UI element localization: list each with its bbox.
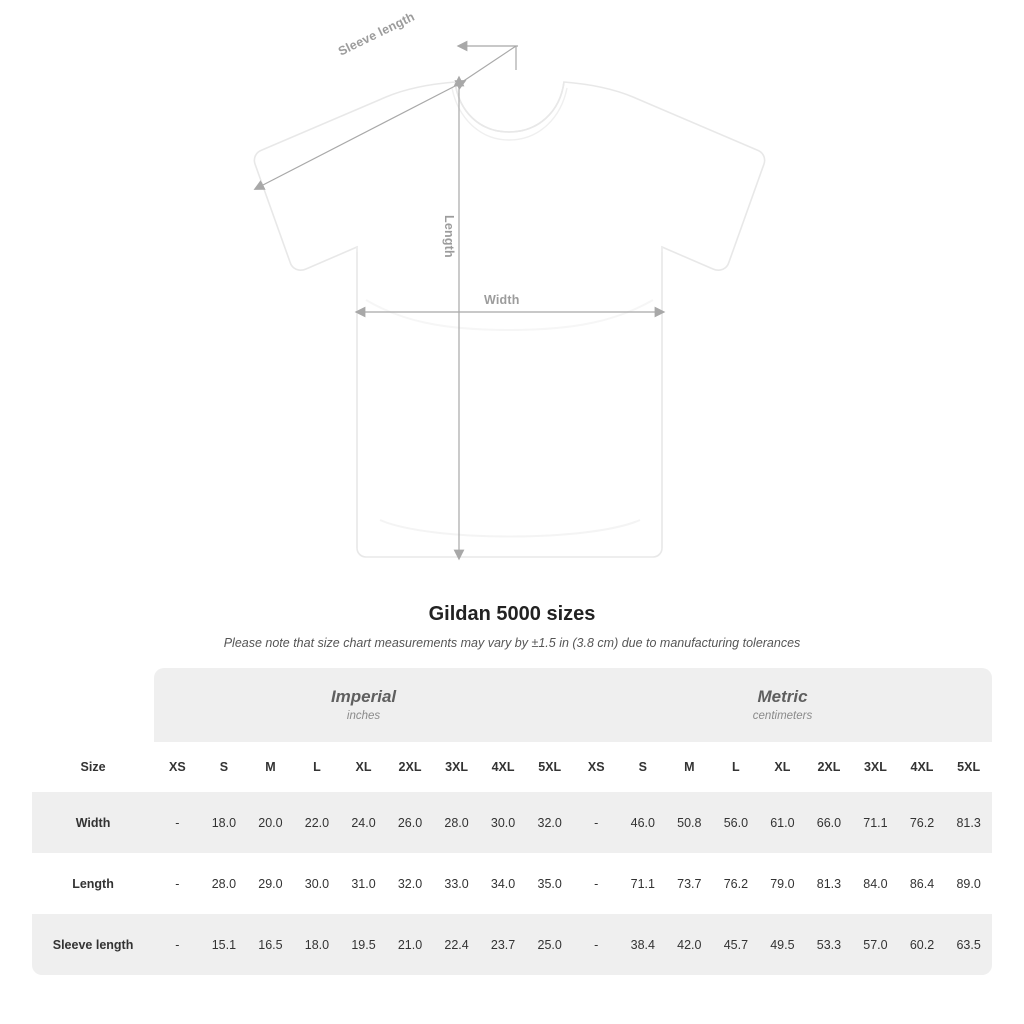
size-header-imperial-xs: XS <box>154 742 201 792</box>
cell-sleeve-metric-5xl: 63.5 <box>945 914 992 975</box>
cell-length-metric-xl: 79.0 <box>770 876 795 891</box>
size-header-imperial-l: L <box>294 742 341 792</box>
cell-sleeve-imperial-4xl: 23.7 <box>480 914 527 975</box>
table-row <box>32 792 992 853</box>
cell-length-imperial-xl: 31.0 <box>351 876 376 891</box>
size-header-row <box>32 742 992 792</box>
cell-length-imperial-m: 29.0 <box>258 876 283 891</box>
cell-sleeve-metric-3xl: 57.0 <box>852 914 899 975</box>
unit-sub-metric: centimeters <box>752 709 813 722</box>
tolerance-note: Please note that size chart measurements may vary by ±1.5 in (3.8 cm) due to manufacturing tolerances <box>223 636 801 650</box>
size-header-metric-2xl: 2XL <box>806 742 853 792</box>
size-header-metric-4xl: 4XL <box>899 742 946 792</box>
cell-width-metric-xs: - <box>573 792 620 853</box>
row-label-width: Width <box>32 792 154 853</box>
size-header-metric-xl: XL <box>759 742 806 792</box>
cell-sleeve-imperial-m: 16.5 <box>247 914 294 975</box>
cell-length-metric-l: 76.2 <box>723 876 749 891</box>
page-title: Gildan 5000 sizes <box>428 603 596 625</box>
cell-sleeve-imperial-5xl: 25.0 <box>526 914 573 975</box>
size-header-label: Size <box>32 742 154 792</box>
cell-sleeve-imperial-xs: - <box>154 914 201 975</box>
cell-width-metric-2xl: 66.0 <box>806 792 853 853</box>
cell-width-imperial-m: 20.0 <box>247 792 294 853</box>
size-header-imperial-s: S <box>201 742 248 792</box>
cell-length-imperial-4xl: 34.0 <box>490 876 516 891</box>
cell-sleeve-metric-s: 38.4 <box>620 914 667 975</box>
cell-width-imperial-xl: 24.0 <box>340 792 387 853</box>
cell-width-metric-3xl: 71.1 <box>852 792 899 853</box>
cell-sleeve-imperial-l: 18.0 <box>294 914 341 975</box>
cell-length-metric-4xl: 86.4 <box>909 876 935 891</box>
cell-sleeve-metric-2xl: 53.3 <box>806 914 853 975</box>
unit-name-metric: Metric <box>757 687 808 707</box>
table-row <box>32 853 992 914</box>
cell-length-imperial-l: 30.0 <box>304 876 330 891</box>
size-header-metric-3xl: 3XL <box>852 742 899 792</box>
size-header-imperial-5xl: 5XL <box>526 742 573 792</box>
title-block <box>0 603 1024 650</box>
cell-width-imperial-l: 22.0 <box>294 792 341 853</box>
cell-sleeve-imperial-s: 15.1 <box>201 914 248 975</box>
cell-width-imperial-2xl: 26.0 <box>387 792 434 853</box>
table-row <box>32 914 992 975</box>
unit-sub-imperial: inches <box>346 709 381 722</box>
cell-width-imperial-3xl: 28.0 <box>433 792 480 853</box>
length-label: Length <box>442 215 456 258</box>
unit-header-row <box>32 668 992 742</box>
size-header-metric-s: S <box>620 742 667 792</box>
cell-width-imperial-4xl: 30.0 <box>480 792 527 853</box>
cell-width-metric-xl: 61.0 <box>759 792 806 853</box>
cell-length-imperial-5xl: 35.0 <box>537 876 562 891</box>
cell-width-metric-l: 56.0 <box>713 792 760 853</box>
cell-width-imperial-s: 18.0 <box>201 792 248 853</box>
tshirt-shape <box>254 82 764 557</box>
corner-cell <box>32 668 154 742</box>
size-header-metric-l: L <box>713 742 760 792</box>
cell-sleeve-imperial-3xl: 22.4 <box>433 914 480 975</box>
cell-sleeve-metric-xs: - <box>573 914 620 975</box>
cell-length-metric-s: 71.1 <box>630 876 655 891</box>
row-label-sleeve-length: Sleeve length <box>32 914 154 975</box>
size-header-metric-5xl: 5XL <box>945 742 992 792</box>
cell-width-metric-5xl: 81.3 <box>945 792 992 853</box>
size-header-metric-m: M <box>666 742 713 792</box>
cell-length-imperial-s: 28.0 <box>211 876 237 891</box>
cell-length-metric-m: 73.7 <box>677 876 702 891</box>
cell-width-metric-4xl: 76.2 <box>899 792 946 853</box>
size-header-imperial-3xl: 3XL <box>433 742 480 792</box>
cell-length-metric-xs: - <box>594 876 599 891</box>
cell-width-imperial-xs: - <box>154 792 201 853</box>
size-header-metric-xs: XS <box>573 742 620 792</box>
cell-length-imperial-3xl: 33.0 <box>444 876 469 891</box>
sleeve-length-label: Sleeve length <box>336 9 417 59</box>
cell-sleeve-metric-xl: 49.5 <box>759 914 806 975</box>
cell-width-metric-m: 50.8 <box>666 792 713 853</box>
cell-length-metric-5xl: 89.0 <box>956 876 981 891</box>
cell-width-imperial-5xl: 32.0 <box>526 792 573 853</box>
width-label: Width <box>484 293 520 307</box>
cell-sleeve-metric-m: 42.0 <box>666 914 713 975</box>
size-header-imperial-xl: XL <box>340 742 387 792</box>
cell-length-metric-3xl: 84.0 <box>863 876 888 891</box>
size-header-imperial-m: M <box>247 742 294 792</box>
cell-sleeve-metric-l: 45.7 <box>713 914 760 975</box>
row-label-length: Length <box>72 876 114 891</box>
cell-width-metric-s: 46.0 <box>620 792 667 853</box>
unit-name-imperial: Imperial <box>330 687 397 707</box>
cell-length-imperial-xs: - <box>175 876 180 891</box>
cell-length-metric-2xl: 81.3 <box>816 876 842 891</box>
cell-length-imperial-2xl: 32.0 <box>397 876 423 891</box>
size-chart-table <box>32 668 992 975</box>
cell-sleeve-metric-4xl: 60.2 <box>899 914 946 975</box>
unit-header-imperial <box>154 668 573 742</box>
size-header-imperial-2xl: 2XL <box>387 742 434 792</box>
cell-sleeve-imperial-xl: 19.5 <box>340 914 387 975</box>
size-chart-table-wrapper <box>32 668 992 975</box>
cell-sleeve-imperial-2xl: 21.0 <box>387 914 434 975</box>
size-header-imperial-4xl: 4XL <box>480 742 527 792</box>
unit-header-metric <box>573 668 992 742</box>
